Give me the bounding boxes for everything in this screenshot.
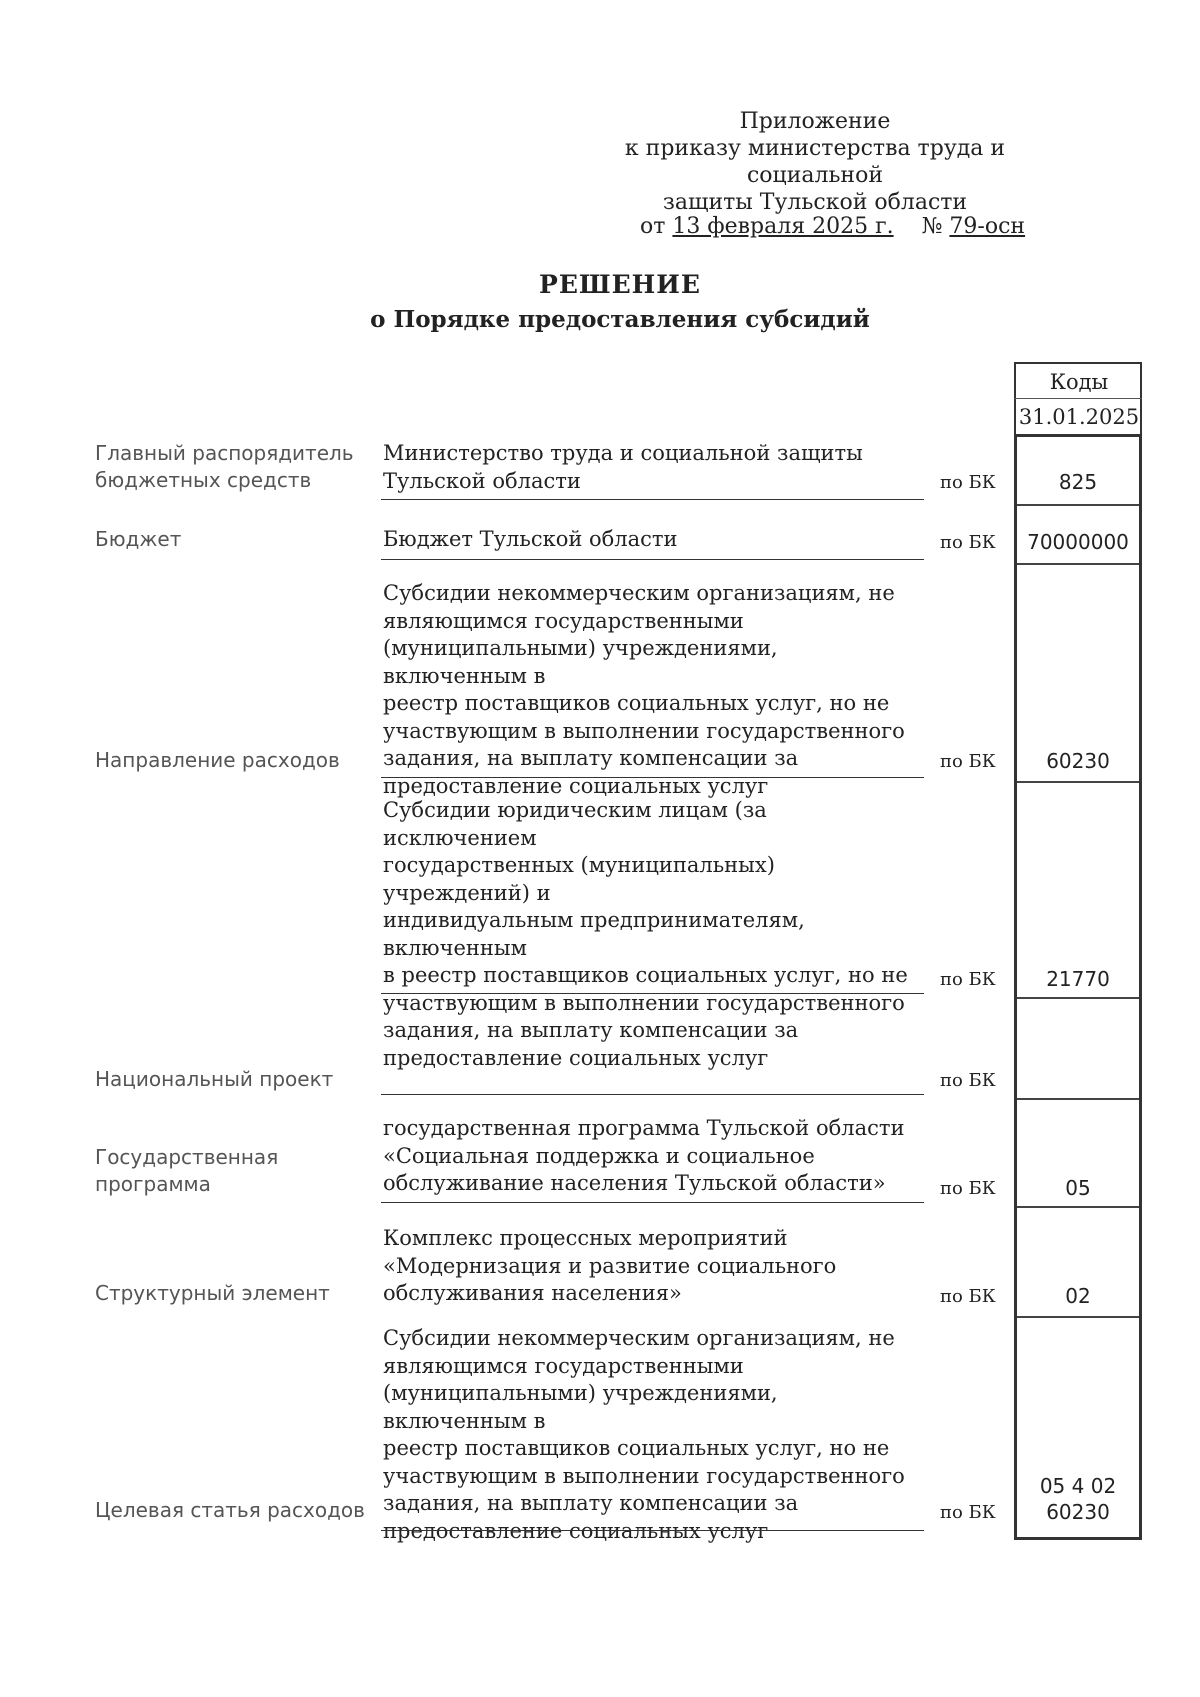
direction2-line: участвующим в выполнении государственного (383, 990, 905, 1015)
direction1-line: задания, на выплату компенсации за (383, 746, 799, 770)
direction2-line: государственных (муниципальных) учреждений) и (383, 853, 775, 905)
order-number-sign: № (921, 214, 943, 239)
direction2-value (383, 797, 923, 1072)
program-label-line1: Государственная (95, 1145, 279, 1169)
budget-code: 70000000 (1027, 530, 1129, 554)
direction1-line: участвующим в выполнении государственного (383, 718, 905, 743)
order-line (640, 214, 1025, 239)
budget-underline (381, 559, 924, 560)
program-line: «Социальная поддержка и социальное (383, 1143, 815, 1168)
direction1-line: реестр поставщиков социальных услуг, но не (383, 691, 890, 715)
codes-date: 31.01.2025 (1018, 405, 1140, 429)
target-line: являющимся государственными (383, 1353, 744, 1378)
codes-separator (1017, 1316, 1139, 1318)
codes-header-divider (1014, 398, 1142, 399)
codes-separator (1017, 563, 1139, 565)
direction2-line: индивидуальным предпринимателям, включенным (383, 908, 805, 960)
codes-separator (1017, 504, 1139, 506)
grbs-label (95, 440, 354, 494)
codes-heading: Коды (1049, 370, 1109, 394)
direction2-code: 21770 (1046, 967, 1110, 991)
order-date: 13 февраля 2025 г. (672, 214, 894, 239)
element-label: Структурный элемент (95, 1281, 330, 1305)
natproject-pobk: по БК (940, 1070, 996, 1091)
target-line: (муниципальными) учреждениями, включенным в (383, 1381, 778, 1433)
grbs-label-line2: бюджетных средств (95, 468, 312, 492)
appendix-title: Приложение (739, 109, 891, 134)
element-line: Комплекс процессных мероприятий (383, 1226, 788, 1250)
document-subtitle: о Порядке предоставления субсидий (370, 306, 870, 333)
target-code-line1: 05 4 02 (1039, 1474, 1117, 1498)
budget-pobk: по БК (940, 532, 996, 553)
budget-value: Бюджет Тульской области (383, 527, 678, 551)
program-label-line2: программа (95, 1172, 211, 1196)
element-value (383, 1225, 923, 1308)
target-underline (381, 1530, 924, 1531)
program-code: 05 (1065, 1176, 1091, 1200)
appendix-header (560, 108, 1070, 216)
codes-separator (1017, 1206, 1139, 1208)
grbs-underline (381, 499, 924, 500)
codes-separator (1017, 1098, 1139, 1100)
program-pobk: по БК (940, 1178, 996, 1199)
element-code: 02 (1065, 1284, 1091, 1308)
direction2-line: задания, на выплату компенсации за (383, 1018, 799, 1042)
direction2-line: Субсидии юридическим лицам (за исключением (383, 798, 767, 850)
direction1-underline (381, 777, 924, 778)
target-line: предоставление социальных услуг (383, 1518, 769, 1543)
direction1-line: Субсидии некоммерческим организациям, не (383, 581, 895, 605)
order-prefix: от (640, 214, 666, 239)
direction1-line: (муниципальными) учреждениями, включенным в (383, 636, 778, 688)
direction2-line: предоставление социальных услуг (383, 1045, 769, 1070)
target-value (383, 1325, 923, 1545)
program-value (383, 1115, 923, 1198)
direction1-pobk: по БК (940, 751, 996, 772)
program-line: государственная программа Тульской области (383, 1116, 905, 1140)
grbs-value (383, 440, 923, 495)
target-label: Целевая статья расходов (95, 1498, 365, 1522)
direction2-underline (381, 993, 924, 994)
direction-label: Направление расходов (95, 748, 340, 772)
target-line: задания, на выплату компенсации за (383, 1491, 799, 1515)
target-line: Субсидии некоммерческим организациям, не (383, 1326, 895, 1350)
direction2-pobk: по БК (940, 969, 996, 990)
program-underline (381, 1202, 924, 1203)
grbs-pobk: по БК (940, 472, 996, 493)
direction1-code: 60230 (1046, 749, 1110, 773)
appendix-line-order: к приказу министерства труда и социальной (624, 136, 1006, 188)
order-number: 79-осн (949, 214, 1026, 239)
grbs-value-line2: Тульской области (383, 468, 581, 493)
codes-separator (1017, 781, 1139, 783)
appendix-line-ministry: защиты Тульской области (662, 190, 968, 215)
grbs-code: 825 (1058, 470, 1098, 494)
target-line: реестр поставщиков социальных услуг, но не (383, 1436, 890, 1460)
budget-label: Бюджет (95, 527, 182, 551)
natproject-underline (381, 1094, 924, 1095)
direction1-value (383, 580, 923, 800)
direction1-line: предоставление социальных услуг (383, 773, 769, 798)
element-line: обслуживания населения» (383, 1281, 682, 1305)
element-line: «Модернизация и развитие социального (383, 1253, 837, 1278)
grbs-value-line1: Министерство труда и социальной защиты (383, 441, 863, 465)
program-label (95, 1144, 278, 1198)
natproject-label: Национальный проект (95, 1067, 334, 1091)
direction1-line: являющимся государственными (383, 608, 744, 633)
document-title: РЕШЕНИЕ (539, 270, 701, 299)
grbs-label-line1: Главный распорядитель (95, 441, 354, 465)
target-pobk: по БК (940, 1502, 996, 1523)
codes-separator (1017, 997, 1139, 999)
element-pobk: по БК (940, 1286, 996, 1307)
target-line: участвующим в выполнении государственного (383, 1463, 905, 1488)
program-line: обслуживание населения Тульской области» (383, 1171, 886, 1195)
direction2-line: в реестр поставщиков социальных услуг, но не (383, 963, 908, 987)
target-code-line2: 60230 (1046, 1500, 1110, 1524)
